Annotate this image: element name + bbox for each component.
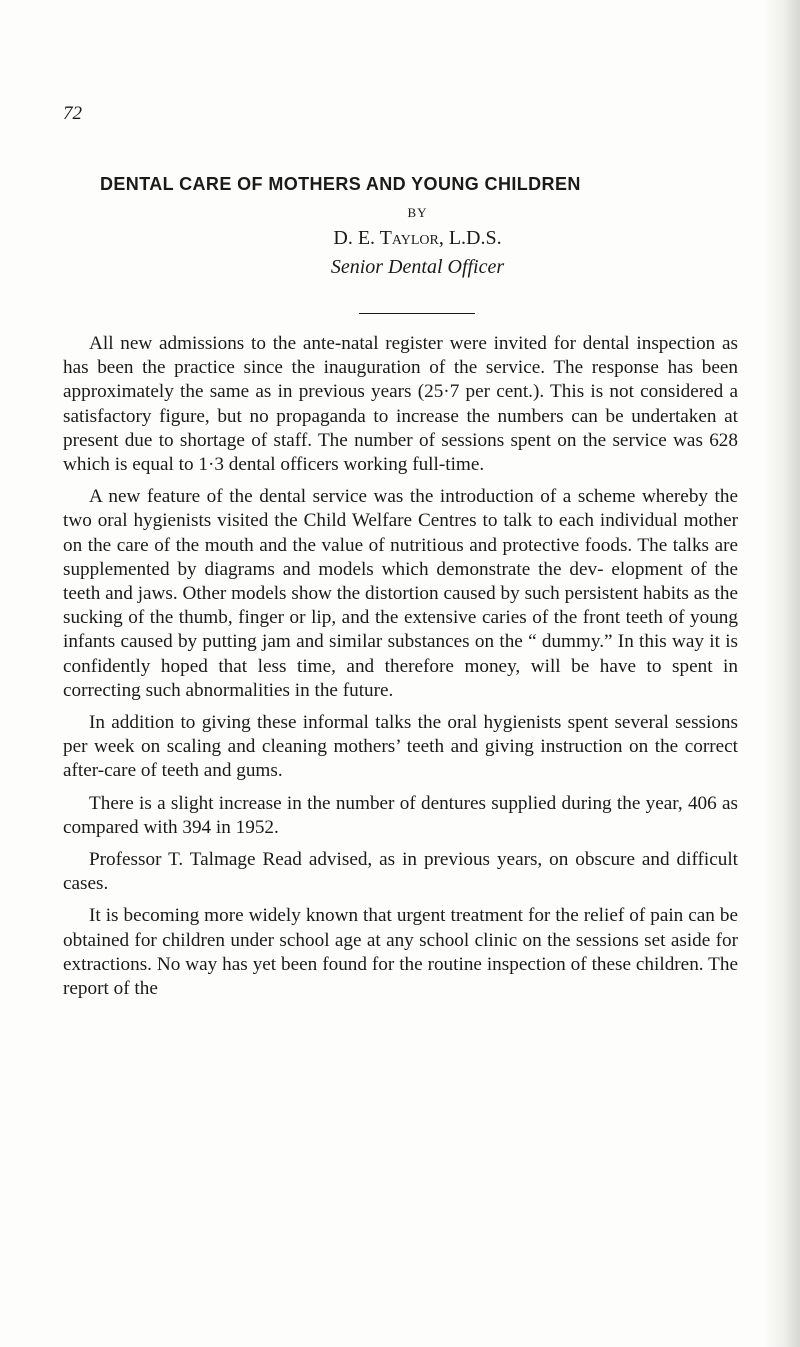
page-number: 72: [63, 103, 82, 124]
paragraph: Professor T. Talmage Read advised, as in previous years, on obscure and difficult cases.: [63, 849, 738, 895]
paragraph: All new admissions to the ante-natal register were invited for dental inspection as has been the practice since the inauguration of the service. The response has been approximately the same as in previous years (25·7 per cent.). This is not considered a satisfactory figure, but no propaganda to increase the numbers can be undertaken at present due to shortage of staff. The number of sessions spent on the service was 628 which is equal to 1·3 dental officers working full-time.: [63, 333, 738, 476]
paragraph: It is becoming more widely known that urgent treatment for the relief of pain can be obtained for children under school age at any school clinic on the sessions set aside for extractions. No way has yet been found for the routine inspection of these children. The report of the: [63, 905, 738, 1000]
section-divider: [359, 313, 475, 314]
author-name: [0, 227, 800, 250]
page-edge-shadow: [764, 0, 800, 1347]
article-title: DENTAL CARE OF MOTHERS AND YOUNG CHILDREN: [100, 174, 581, 194]
author-role: Senior Dental Officer: [330, 256, 505, 278]
author-name-text: D. E. Taylor, L.D.S.: [333, 227, 502, 249]
article-body: [63, 332, 738, 1001]
paragraph: A new feature of the dental service was the introduction of a scheme whereby the two oral hygienists visited the Child Welfare Centres to talk to each individual mother on the care of the mouth and the value of nutritious and protective foods. The talks are supplemented by diagrams and models which demonstrate the dev- elopment of the teeth and jaws. Other models show the distortion caused by such persistent habits as the sucking of the thumb, finger or lip, and the extensive caries of the front teeth of young infants caused by putting jam and similar substances on the “ dummy.” In this way it is confidently hoped that less time, and therefore money, will be have to spent in correcting such abnormalities in the future.: [63, 486, 738, 701]
paragraph: There is a slight increase in the number of dentures supplied during the year, 406 as compared with 394 in 1952.: [63, 792, 738, 838]
paragraph: In addition to giving these informal talks the oral hygienists spent several sessions per week on scaling and cleaning mothers’ teeth and giving instruction on the correct after-care of teeth and gums.: [63, 712, 738, 782]
byline-label: BY: [407, 205, 428, 220]
